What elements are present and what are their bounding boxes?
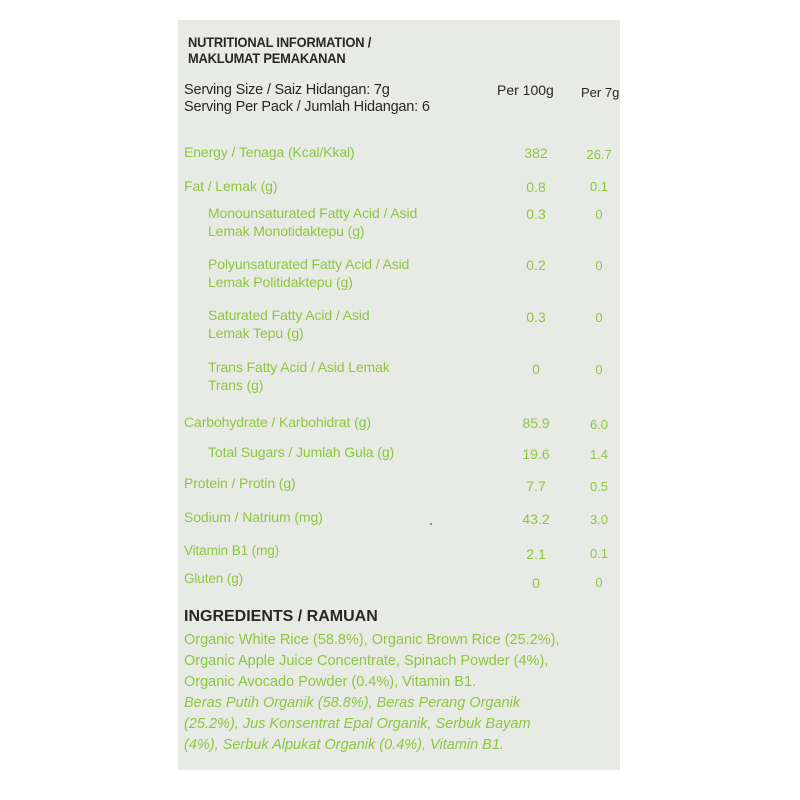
row-label-polyunsaturated-line1: Polyunsaturated Fatty Acid / Asid [208,256,410,272]
ingredients-ms-line-1: Beras Putih Organik (58.8%), Beras Perang Organik [184,695,521,711]
row-label-monounsaturated-line2: Lemak Monotidaktepu (g) [208,223,365,239]
ingredients-en-line-1: Organic White Rice (58.8%), Organic Brown Rice (25.2%), [184,632,560,648]
row-value-100g-fat: 0.8 [526,179,546,195]
ingredients-ms-line-3: (4%), Serbuk Alpukat Organik (0.4%), Vitamin B1. [184,737,504,753]
row-value-7g-total-sugars: 1.4 [589,447,609,462]
row-label-trans-line1: Trans Fatty Acid / Asid Lemak [208,359,390,375]
row-value-7g-monounsaturated: 0 [595,207,603,222]
row-value-100g-trans: 0 [532,361,540,377]
row-value-100g-energy: 382 [524,145,548,161]
row-value-7g-carbohydrate: 6.0 [589,417,609,432]
row-label-monounsaturated-line1: Monounsaturated Fatty Acid / Asid [208,205,418,221]
ingredients-en-line-3: Organic Avocado Powder (0.4%), Vitamin B1. [184,674,477,690]
title-line-2: MAKLUMAT PEMAKANAN [188,50,346,66]
row-label-energy: Energy / Tenaga (Kcal/Kkal) [184,144,355,160]
row-label-vitamin-b1: Vitamin B1 (mg) [184,543,280,558]
title-line-1: NUTRITIONAL INFORMATION / [188,34,372,50]
row-value-100g-carbohydrate: 85.9 [522,415,550,431]
column-header-per-7g: Per 7g [581,85,620,100]
row-value-7g-polyunsaturated: 0 [595,258,603,273]
row-value-100g-vitamin-b1: 2.1 [526,546,546,562]
row-value-7g-energy: 26.7 [586,147,612,162]
row-label-gluten: Gluten (g) [184,571,244,586]
serving-size: Serving Size / Saiz Hidangan: 7g [184,82,390,98]
row-value-7g-gluten: 0 [595,575,603,590]
ingredients-title: INGREDIENTS / RAMUAN [184,608,378,625]
row-label-protein: Protein / Protin (g) [184,475,296,491]
ingredients-en-line-2: Organic Apple Juice Concentrate, Spinach Powder (4%), [184,653,549,669]
row-label-saturated-line1: Saturated Fatty Acid / Asid [208,307,370,323]
row-label-polyunsaturated-line2: Lemak Politidaktepu (g) [208,274,353,290]
row-label-saturated-line2: Lemak Tepu (g) [208,325,304,341]
row-value-100g-monounsaturated: 0.3 [526,206,546,222]
ingredients-ms-line-2: (25.2%), Jus Konsentrat Epal Organik, Serbuk Bayam [184,716,531,732]
row-label-trans-line2: Trans (g) [208,377,264,393]
row-label-sodium: Sodium / Natrium (mg) [184,509,323,525]
row-value-100g-protein: 7.7 [526,478,546,494]
row-value-7g-protein: 0.5 [589,479,609,494]
row-value-7g-sodium: 3.0 [589,512,609,527]
row-label-total-sugars: Total Sugars / Jumlah Gula (g) [208,444,395,460]
print-speck [430,523,432,525]
nutrition-title [188,34,371,66]
row-value-100g-saturated: 0.3 [526,309,546,325]
row-value-7g-trans: 0 [595,362,603,377]
row-value-7g-saturated: 0 [595,310,603,325]
row-value-7g-vitamin-b1: 0.1 [589,546,609,561]
row-value-100g-total-sugars: 19.6 [522,446,550,462]
serving-per-pack: Serving Per Pack / Jumlah Hidangan: 6 [184,99,430,115]
row-value-100g-sodium: 43.2 [522,511,550,527]
row-value-7g-fat: 0.1 [589,179,609,194]
row-label-carbohydrate: Carbohydrate / Karbohidrat (g) [184,414,371,430]
row-value-100g-polyunsaturated: 0.2 [526,257,546,273]
row-label-fat: Fat / Lemak (g) [184,178,278,194]
row-value-100g-gluten: 0 [532,575,540,591]
column-header-per-100g: Per 100g [497,82,554,98]
